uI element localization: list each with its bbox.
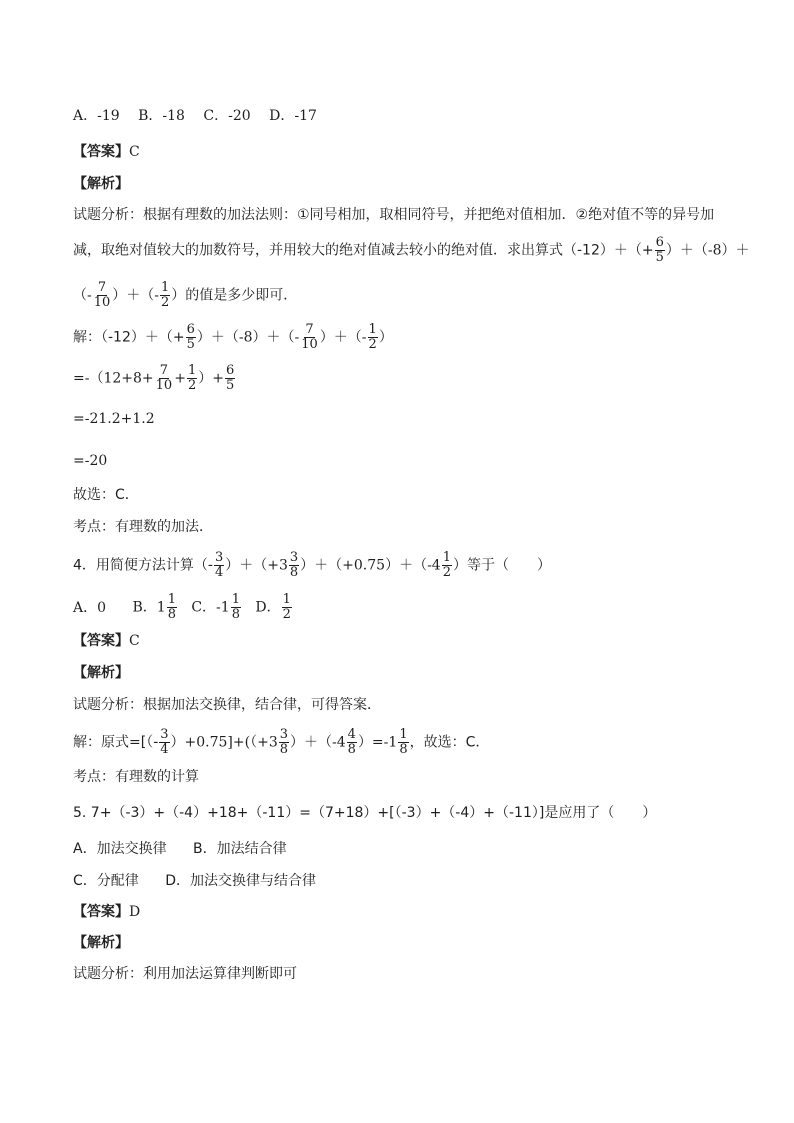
fraction-three-eighths: $\frac{3}{8}$ xyxy=(279,727,289,757)
q3-option-a: A．-19 xyxy=(73,108,120,124)
q3-analysis-line3-post: ）的值是多少即可． xyxy=(171,287,298,304)
fraction-one-eighth: $\frac{1}{8}$ xyxy=(167,592,176,622)
q3-options xyxy=(73,106,331,126)
fraction-one-half: $\frac{1}{2}$ xyxy=(442,550,451,580)
q4-solution: 解：原式=[（- $\frac{3}{4}$ ）+0.75]+(（+3 $\frac{3}{8}$ ）＋（-4 $\frac{4}{8}$ ）=-1 $\frac{1}{8}$ ，故选：C． xyxy=(73,727,490,757)
q3-answer-line xyxy=(73,142,140,162)
q5-option-b: B．加法结合律 xyxy=(193,841,287,857)
fraction-seven-tenths: $\frac{7}{10}$ xyxy=(301,322,318,352)
q5-options-row2 xyxy=(73,871,316,891)
q3-answer-tag: 【答案】 xyxy=(73,144,129,160)
q4-stem: 4．用简便方法计算（- $\frac{3}{4}$ ）＋（+3 $\frac{3}{8}$ ）＋（+0.75）＋（-4 $\frac{1}{2}$ ）等于（ ） xyxy=(73,550,551,580)
q4-option-c: C．-1 xyxy=(191,599,230,616)
q5-analysis-line1: 试题分析：利用加法运算律判断即可 xyxy=(73,966,297,982)
fraction-one-half: $\frac{1}{2}$ xyxy=(187,363,197,393)
q4-answer-line xyxy=(73,631,140,651)
q4-option-d: D． xyxy=(255,599,281,616)
q3-analysis-tag: 【解析】 xyxy=(73,176,129,192)
q5-answer-tag: 【答案】 xyxy=(73,904,129,920)
q3-solution-line3: =-21.2+1.2 xyxy=(73,411,155,427)
q3-solution-line2: =-（12+8+ $\frac{7}{10}$ + $\frac{1}{2}$ ）+ $\frac{6}{5}$ xyxy=(73,363,235,393)
q4-option-b: B．1 xyxy=(132,599,166,616)
q3-analysis-line2-mid: ）＋（-8）＋ xyxy=(665,242,750,259)
q3-solution-line4: =-20 xyxy=(73,453,108,469)
fraction-seven-tenths: $\frac{7}{10}$ xyxy=(155,363,173,393)
q4-answer-tag: 【答案】 xyxy=(73,633,129,649)
q3-topic: 考点：有理数的加法． xyxy=(73,519,213,535)
fraction-seven-tenths: $\frac{7}{10}$ xyxy=(93,280,111,310)
q4-option-a: A．0 xyxy=(73,599,107,616)
fraction-four-eighths: $\frac{4}{8}$ xyxy=(347,727,356,757)
q3-analysis-line3: （- $\frac{7}{10}$ ）＋（- $\frac{1}{2}$ ）的值是多少即可． xyxy=(73,280,298,310)
q5-options-row1 xyxy=(73,839,287,859)
q5-analysis-tag: 【解析】 xyxy=(73,935,129,951)
q3-answer: C xyxy=(129,144,140,160)
fraction-six-fifths: $\frac{6}{5}$ xyxy=(186,322,195,352)
q5-answer: D xyxy=(129,904,141,920)
q4-options xyxy=(73,593,293,622)
q5-option-c: C．分配律 xyxy=(73,873,139,889)
q3-analysis-line2-text: 减，取绝对值较大的加数符号，并用较大的绝对值减去较小的绝对值．求出算式（-12）＋（+ xyxy=(73,242,654,259)
q4-analysis-tag: 【解析】 xyxy=(73,665,129,681)
q3-option-d: D．-17 xyxy=(269,108,317,124)
q4-answer: C xyxy=(129,633,140,649)
fraction-three-eighths: $\frac{3}{8}$ xyxy=(289,550,299,580)
fraction-one-half: $\frac{1}{2}$ xyxy=(282,592,291,622)
fraction-three-quarters: $\frac{3}{4}$ xyxy=(214,550,224,580)
q5-option-d: D．加法交换律与结合律 xyxy=(165,873,317,889)
q3-option-c: C．-20 xyxy=(203,108,251,124)
fraction-one-eighth: $\frac{1}{8}$ xyxy=(231,592,240,622)
q3-solution-line1: 解：（-12）＋（+ $\frac{6}{5}$ ）＋（-8）＋（- $\frac{7}{10}$ ）＋（- $\frac{1}{2}$ ） xyxy=(73,322,393,352)
q4-analysis-line1: 试题分析：根据加法交换律，结合律，可得答案． xyxy=(73,697,381,713)
fraction-one-half: $\frac{1}{2}$ xyxy=(368,322,377,352)
fraction-six-fifths: $\frac{6}{5}$ xyxy=(655,235,664,265)
q3-choose: 故选：C． xyxy=(73,487,139,503)
fraction-one-half: $\frac{1}{2}$ xyxy=(161,280,170,310)
fraction-three-quarters: $\frac{3}{4}$ xyxy=(160,727,169,757)
q3-analysis-line2 xyxy=(73,236,750,265)
q3-analysis-line1: 试题分析：根据有理数的加法法则：①同号相加，取相同符号，并把绝对值相加．②绝对值不等的异号加 xyxy=(73,207,715,223)
q5-answer-line xyxy=(73,902,140,922)
fraction-one-eighth: $\frac{1}{8}$ xyxy=(399,727,408,757)
q5-stem: 5. 7+（-3）+（-4）+18+（-11）=（7+18）+[（-3）+（-4）+（-11）]是应用了（ ） xyxy=(73,805,657,821)
q3-option-b: B．-18 xyxy=(138,108,185,124)
q4-topic: 考点：有理数的计算 xyxy=(73,769,199,785)
fraction-six-fifths: $\frac{6}{5}$ xyxy=(225,363,235,393)
q5-option-a: A．加法交换律 xyxy=(73,841,167,857)
